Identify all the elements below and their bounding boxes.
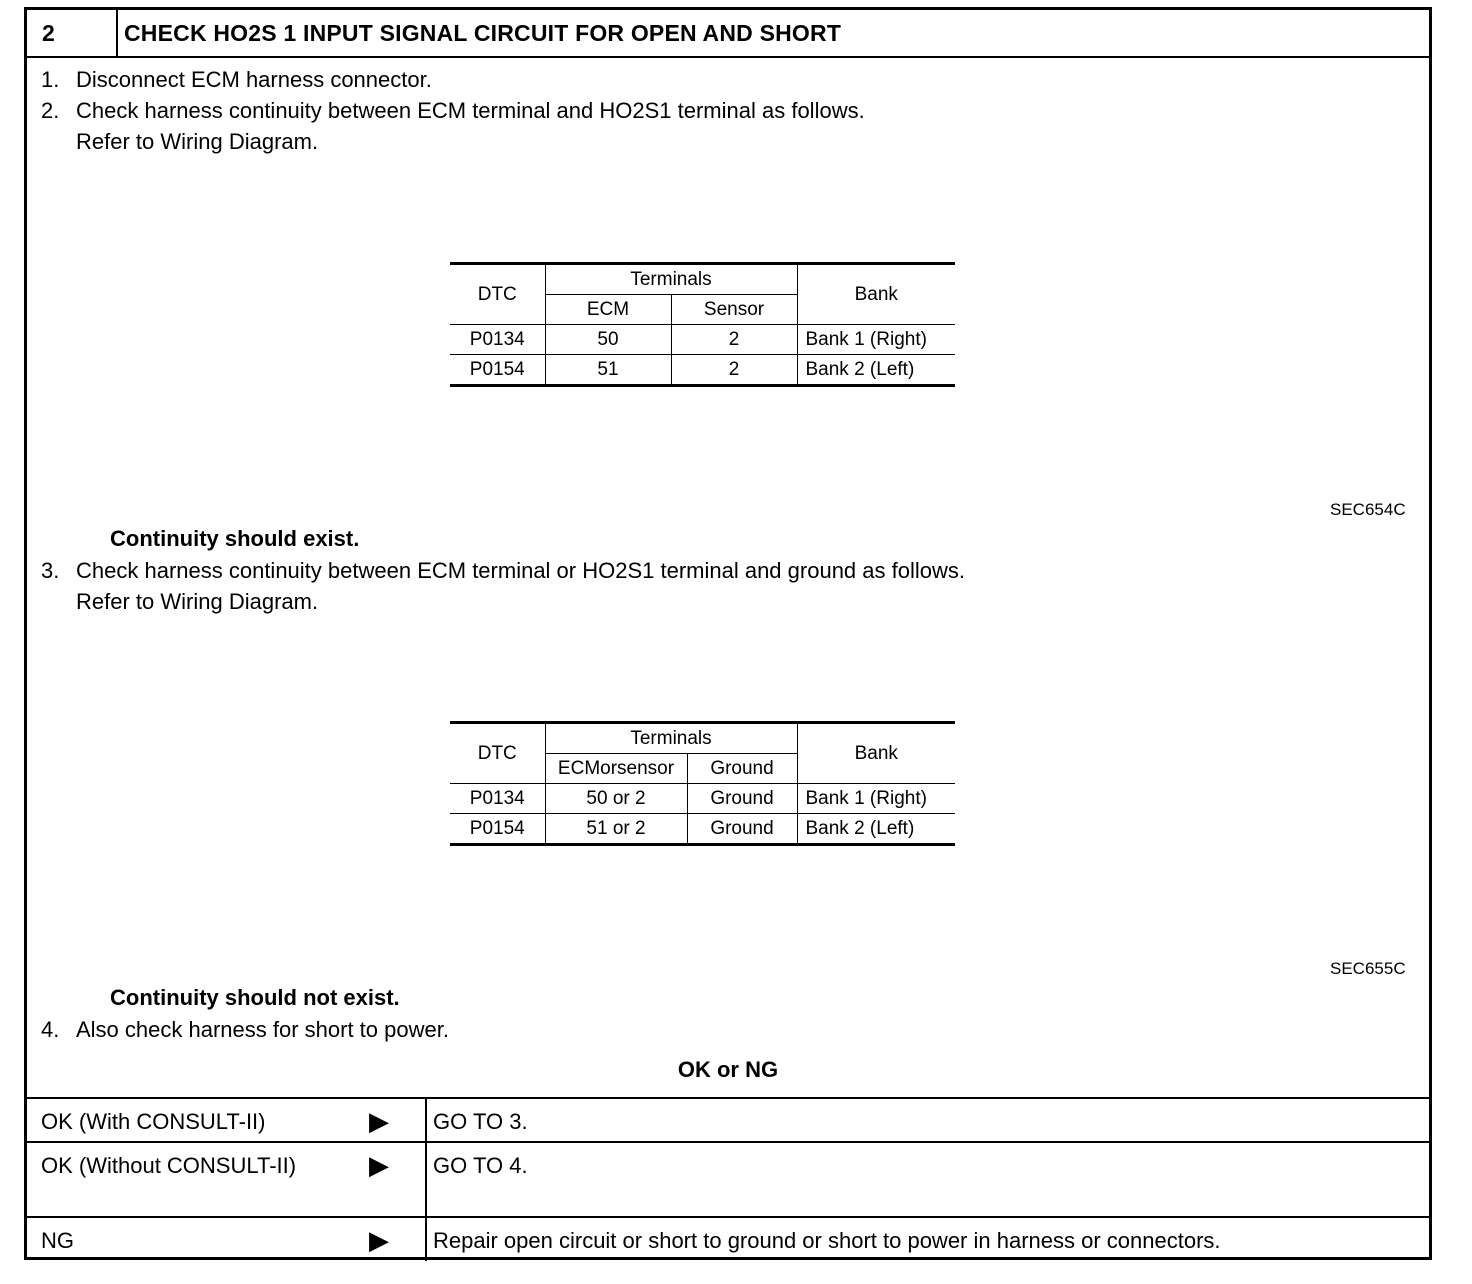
step-2-text-ref: Refer to Wiring Diagram. bbox=[76, 129, 319, 154]
cell-ecm-or-sensor: 51 or 2 bbox=[545, 814, 687, 845]
result-row bbox=[27, 1217, 1429, 1261]
cell-bank: Bank 2 (Left) bbox=[797, 814, 955, 845]
col-header-ecm-or-sensor: ECMorsensor bbox=[545, 754, 687, 784]
cell-ecm: 50 bbox=[545, 325, 671, 355]
col-header-terminals: Terminals bbox=[545, 723, 797, 754]
procedure-frame bbox=[24, 7, 1432, 1260]
result-action: GO TO 3. bbox=[426, 1098, 1429, 1142]
result-row bbox=[27, 1098, 1429, 1142]
cell-dtc: P0134 bbox=[450, 784, 545, 814]
step-3-text: Check harness continuity between ECM terminal or HO2S1 terminal and ground as follows. bbox=[76, 558, 965, 583]
header-divider bbox=[116, 10, 118, 56]
table-row bbox=[450, 355, 955, 386]
cell-dtc: P0134 bbox=[450, 325, 545, 355]
note-continuity-not-exist: Continuity should not exist. bbox=[110, 985, 400, 1010]
step-1-text: Disconnect ECM harness connector. bbox=[76, 67, 432, 92]
continuity-table-1 bbox=[450, 262, 955, 387]
result-condition: OK (Without CONSULT-II) bbox=[27, 1142, 361, 1217]
cell-sensor: 2 bbox=[671, 325, 797, 355]
cell-ecm-or-sensor: 50 or 2 bbox=[545, 784, 687, 814]
result-condition: NG bbox=[27, 1217, 361, 1261]
cell-ground: Ground bbox=[687, 784, 797, 814]
result-condition: OK (With CONSULT-II) bbox=[27, 1098, 361, 1142]
cell-dtc: P0154 bbox=[450, 355, 545, 386]
figure-ref-2: SEC655C bbox=[1330, 959, 1406, 978]
col-header-sensor: Sensor bbox=[671, 295, 797, 325]
table-row bbox=[450, 784, 955, 814]
step-header bbox=[27, 10, 1429, 58]
cell-ground: Ground bbox=[687, 814, 797, 845]
col-header-bank: Bank bbox=[797, 723, 955, 784]
col-header-ground: Ground bbox=[687, 754, 797, 784]
col-header-terminals: Terminals bbox=[545, 264, 797, 295]
result-table bbox=[27, 1097, 1429, 1261]
step-3-number: 3. bbox=[41, 558, 60, 583]
cell-bank: Bank 1 (Right) bbox=[797, 784, 955, 814]
continuity-table-2 bbox=[450, 721, 955, 846]
step-title: CHECK HO2S 1 INPUT SIGNAL CIRCUIT FOR OPEN AND SHORT bbox=[124, 20, 842, 46]
cell-sensor: 2 bbox=[671, 355, 797, 386]
result-title: OK or NG bbox=[677, 1057, 779, 1082]
cell-ecm: 51 bbox=[545, 355, 671, 386]
step-3-text-ref: Refer to Wiring Diagram. bbox=[76, 589, 319, 614]
arrow-right-icon: ▶ bbox=[361, 1098, 426, 1142]
step-4-text: Also check harness for short to power. bbox=[76, 1017, 449, 1042]
result-row bbox=[27, 1142, 1429, 1217]
col-header-ecm: ECM bbox=[545, 295, 671, 325]
figure-ref-1: SEC654C bbox=[1330, 500, 1406, 519]
step-4-number: 4. bbox=[41, 1017, 60, 1042]
col-header-dtc: DTC bbox=[450, 264, 545, 325]
result-action: GO TO 4. bbox=[426, 1142, 1429, 1217]
step-1-number: 1. bbox=[41, 67, 60, 92]
arrow-right-icon: ▶ bbox=[361, 1142, 426, 1217]
table-row bbox=[450, 325, 955, 355]
note-continuity-exist: Continuity should exist. bbox=[110, 526, 360, 551]
result-action: Repair open circuit or short to ground or short to power in harness or connectors. bbox=[426, 1217, 1429, 1261]
step-number: 2 bbox=[42, 20, 55, 46]
cell-bank: Bank 1 (Right) bbox=[797, 325, 955, 355]
col-header-bank: Bank bbox=[797, 264, 955, 325]
arrow-right-icon: ▶ bbox=[361, 1217, 426, 1261]
step-2-text: Check harness continuity between ECM terminal and HO2S1 terminal as follows. bbox=[76, 98, 865, 123]
step-2-number: 2. bbox=[41, 98, 60, 123]
col-header-dtc: DTC bbox=[450, 723, 545, 784]
cell-bank: Bank 2 (Left) bbox=[797, 355, 955, 386]
cell-dtc: P0154 bbox=[450, 814, 545, 845]
table-row bbox=[450, 814, 955, 845]
